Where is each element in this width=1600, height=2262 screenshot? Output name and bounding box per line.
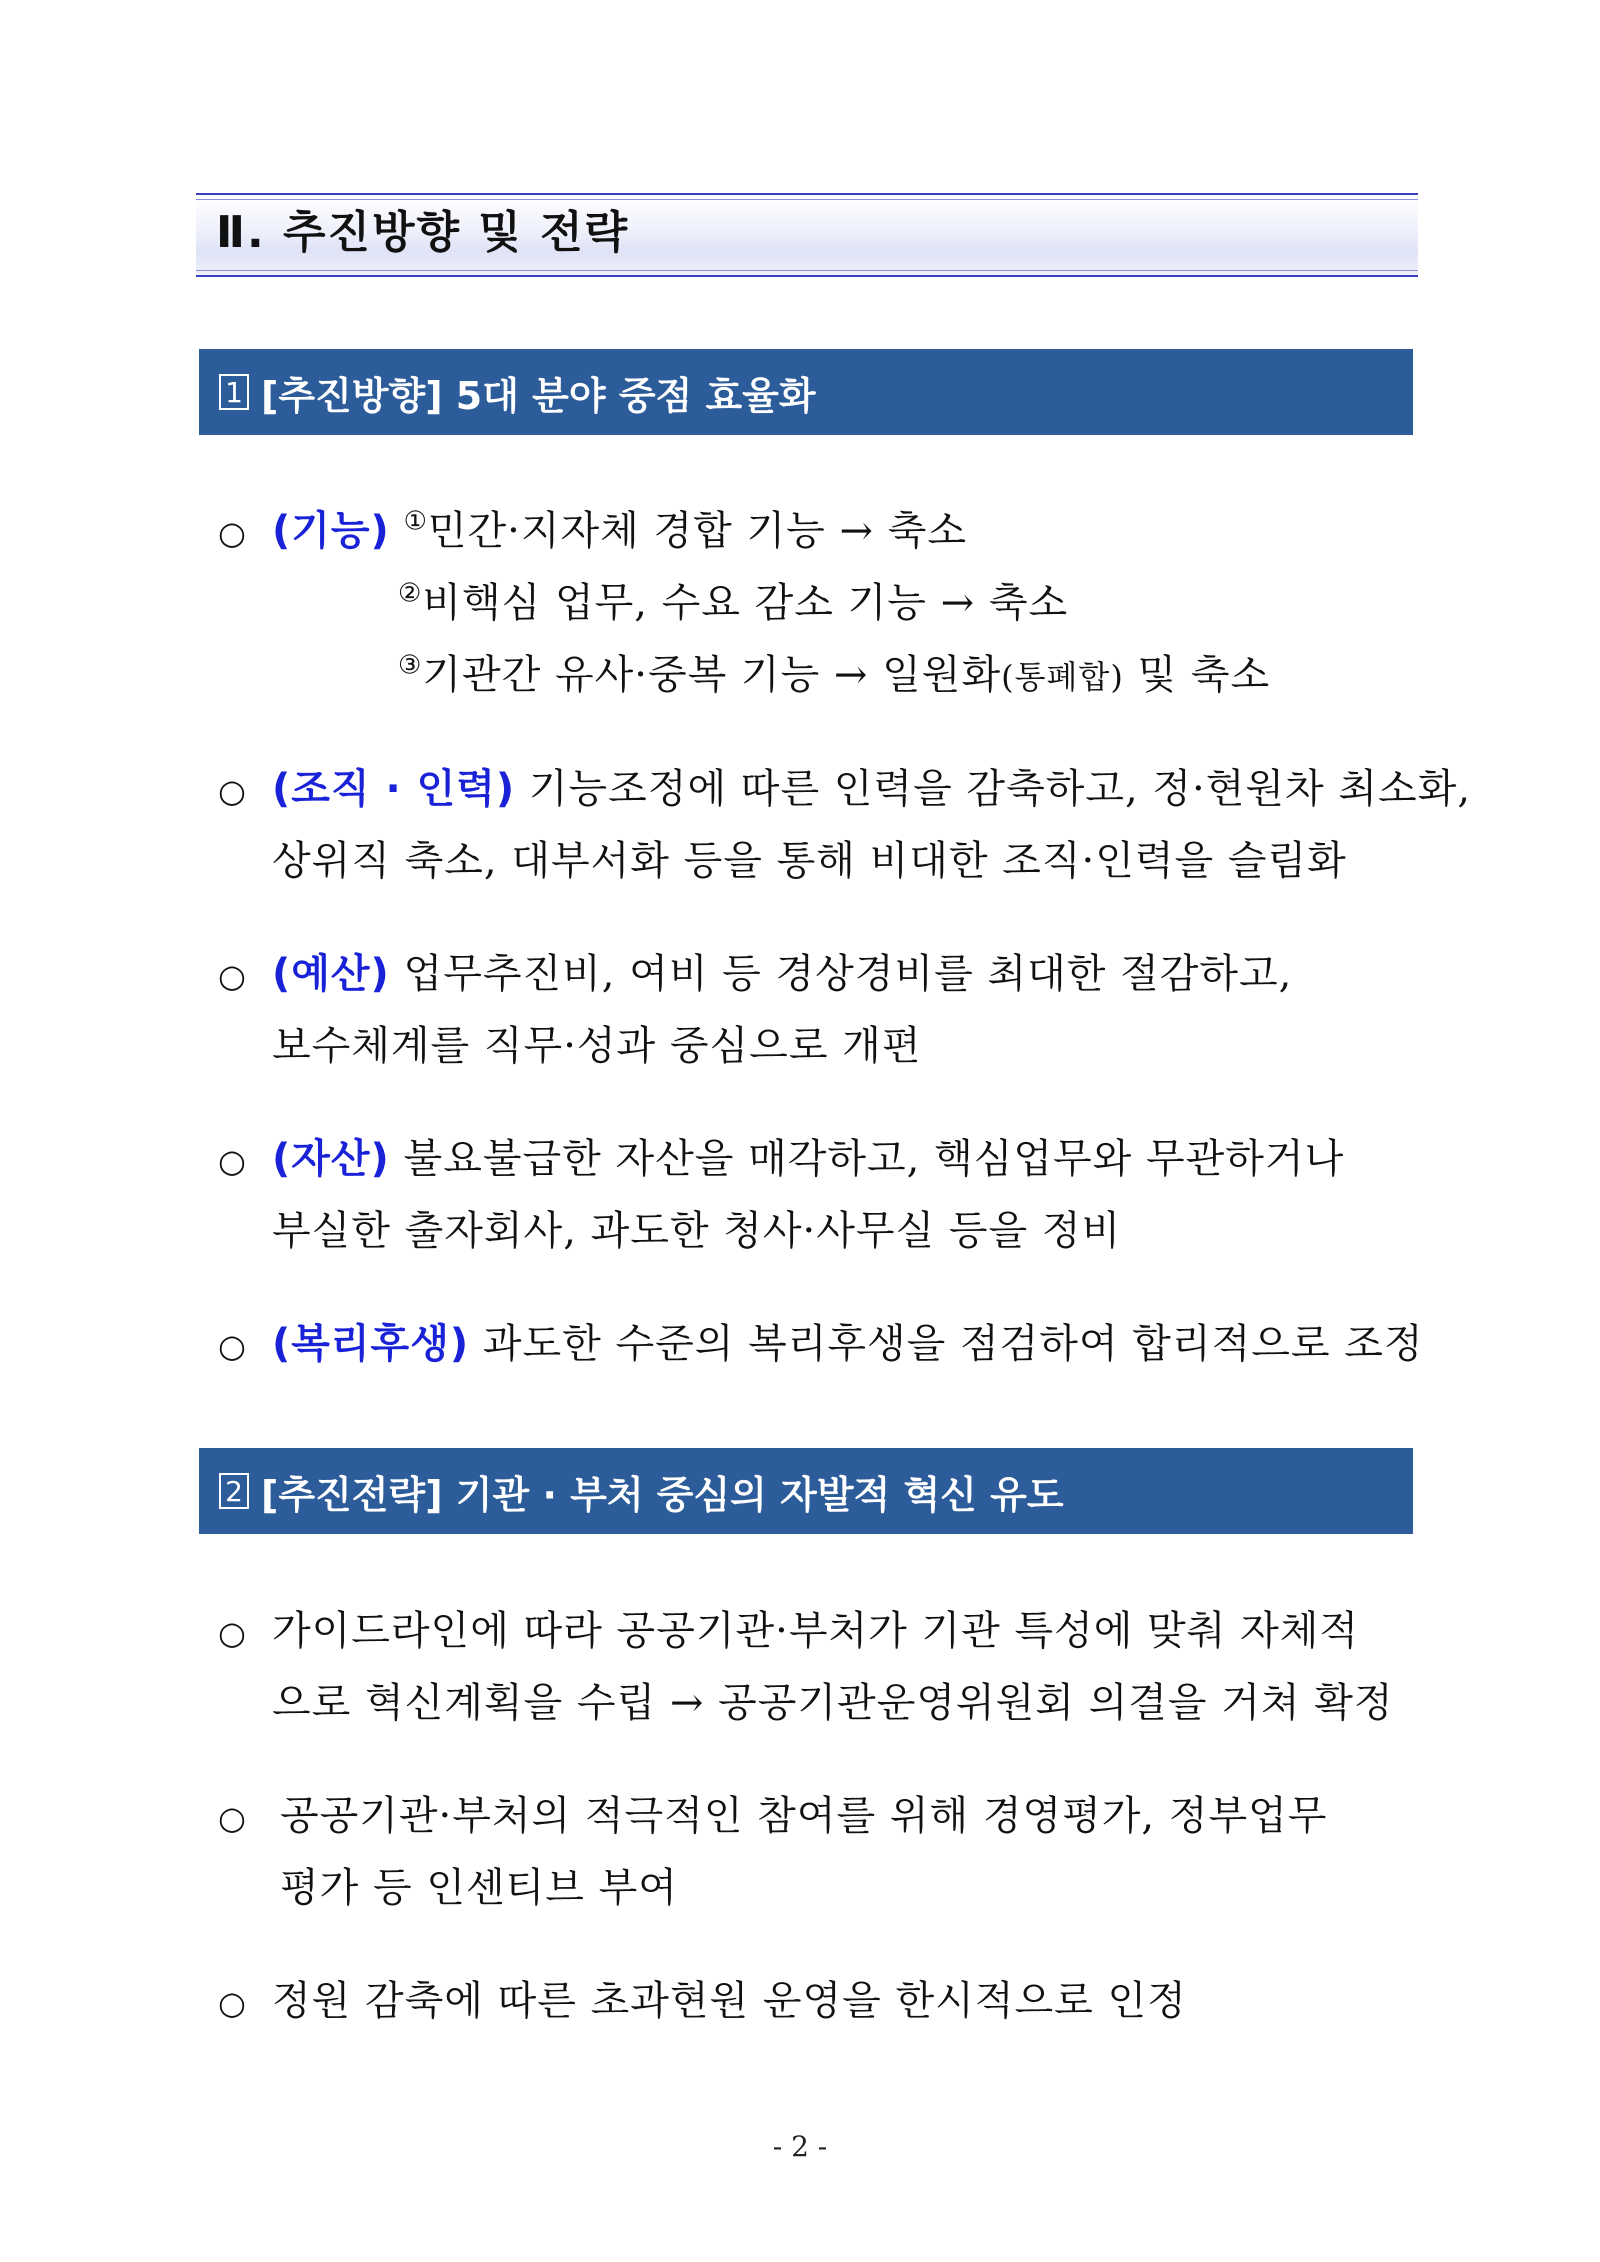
incentive-line-2: 평가 등 인센티브 부여: [280, 1865, 678, 1911]
section-title-2: [추진전략] 기관 · 부처 중심의 자발적 혁신 유도: [261, 1472, 1064, 1517]
marker-2: ②: [398, 578, 423, 609]
assets-line-1: [272, 1134, 1344, 1184]
org-keyword: (조직 · 인력): [272, 766, 516, 812]
org-line-1: [272, 764, 1471, 814]
function-keyword: (기능): [272, 508, 390, 554]
function-line-3: [398, 650, 1270, 702]
budget-text-1: 업무추진비, 여비 등 경상경비를 최대한 절감하고,: [389, 951, 1293, 997]
section-title-1: [추진방향] 5대 분야 중점 효율화: [261, 373, 816, 418]
welfare-text-1: 과도한 수준의 복리후생을 점검하여 합리적으로 조정: [469, 1321, 1424, 1367]
budget-line-1: [272, 949, 1292, 999]
section-number-1: 1: [219, 374, 249, 410]
section-header-1: [199, 349, 1413, 435]
function-text-1: 민간·지자체 경합 기능 → 축소: [427, 508, 968, 554]
page-title-band: [196, 193, 1418, 277]
section-header-2: [199, 1448, 1413, 1534]
assets-text-1: 불요불급한 자산을 매각하고, 핵심업무와 무관하거나: [389, 1136, 1345, 1182]
bullet: ○: [218, 957, 246, 995]
function-tail-text: 및 축소: [1123, 652, 1271, 698]
budget-line-2: 보수체계를 직무·성과 중심으로 개편: [272, 1023, 922, 1069]
bullet: ○: [218, 1799, 246, 1837]
bullet: ○: [218, 1614, 246, 1652]
function-text-2: 비핵심 업무, 수요 감소 기능 → 축소: [422, 580, 1069, 626]
budget-keyword: (예산): [272, 951, 390, 997]
marker-1: ①: [403, 506, 428, 537]
org-text-1: 기능조정에 따른 인력을 감축하고, 정·현원차 최소화,: [515, 766, 1472, 812]
bullet: ○: [218, 1142, 246, 1180]
bullet: ○: [218, 514, 246, 552]
function-line-2: [398, 578, 1068, 628]
bullet: ○: [218, 1984, 246, 2022]
assets-keyword: (자산): [272, 1136, 390, 1182]
page-title: Ⅱ. 추진방향 및 전략: [216, 207, 630, 258]
bullet: ○: [218, 1327, 246, 1365]
org-line-2: 상위직 축소, 대부서화 등을 통해 비대한 조직·인력을 슬림화: [272, 838, 1347, 884]
page-number: - 2 -: [772, 2130, 828, 2163]
welfare-line-1: [272, 1319, 1424, 1369]
excess-line-1: 정원 감축에 따른 초과현원 운영을 한시적으로 인정: [272, 1978, 1187, 2024]
function-line-1: [272, 506, 967, 556]
incentive-line-1: 공공기관·부처의 적극적인 참여를 위해 경영평가, 정부업무: [280, 1793, 1328, 1839]
welfare-keyword: (복리후생): [272, 1321, 470, 1367]
guide-line-1: 가이드라인에 따라 공공기관·부처가 기관 특성에 맞춰 자체적: [272, 1608, 1360, 1654]
assets-line-2: 부실한 출자회사, 과도한 청사·사무실 등을 정비: [272, 1208, 1122, 1254]
function-text-3: 기관간 유사·중복 기능 → 일원화: [422, 652, 1002, 698]
section-number-2: 2: [219, 1473, 249, 1509]
guide-line-2: 으로 혁신계획을 수립 → 공공기관운영위원회 의결을 거쳐 확정: [272, 1680, 1394, 1726]
marker-3: ③: [398, 650, 423, 681]
bullet: ○: [218, 772, 246, 810]
function-small-text: (통폐합): [1001, 658, 1124, 696]
